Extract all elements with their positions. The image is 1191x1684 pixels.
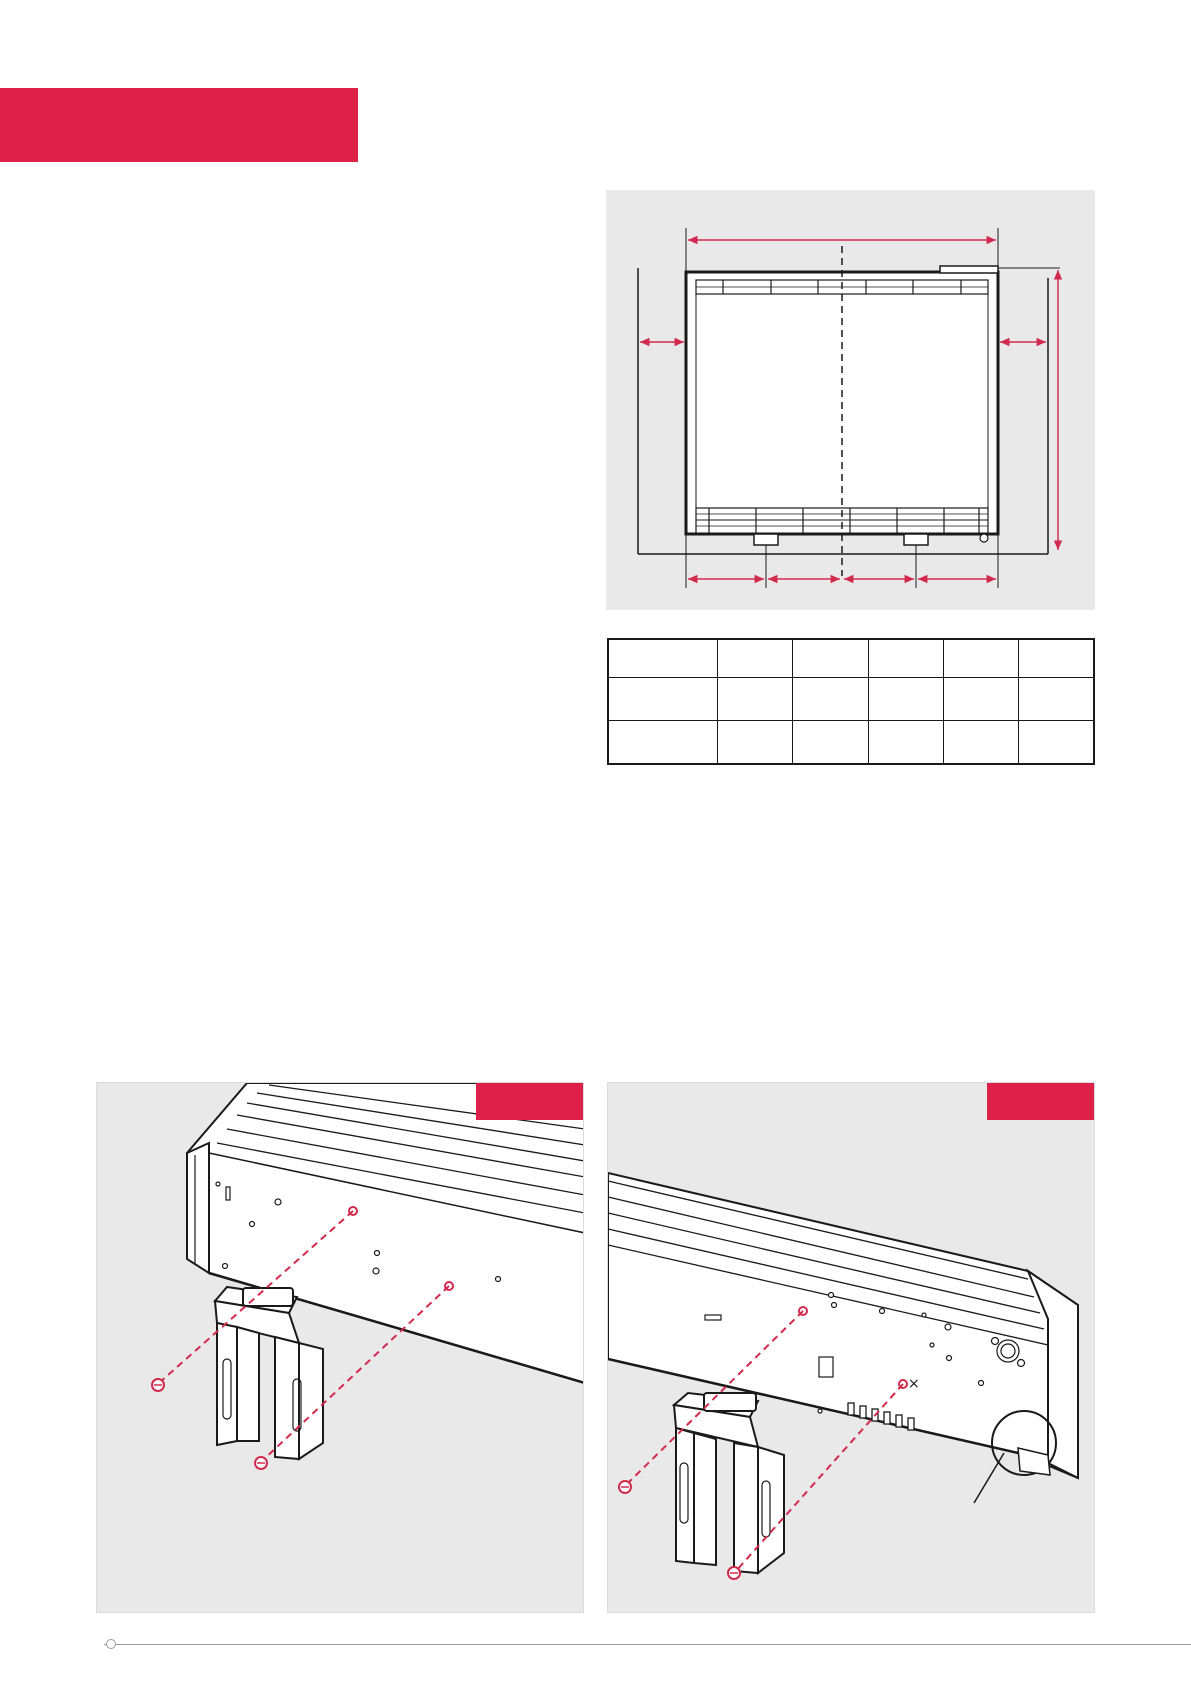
table-cell xyxy=(718,677,793,720)
footer-rule xyxy=(104,1644,1191,1645)
table-cell xyxy=(1019,720,1094,764)
table-cell xyxy=(1019,639,1094,677)
table-cell xyxy=(793,639,868,677)
clearance-diagram xyxy=(606,190,1095,610)
table-cell xyxy=(608,639,718,677)
table-row xyxy=(608,720,1094,764)
table-cell xyxy=(943,720,1018,764)
table-cell xyxy=(608,677,718,720)
table-cell xyxy=(943,639,1018,677)
table-cell xyxy=(718,639,793,677)
table-cell xyxy=(868,677,943,720)
table-cell xyxy=(793,677,868,720)
dimension-table xyxy=(607,638,1095,765)
table-cell xyxy=(1019,677,1094,720)
table-cell xyxy=(793,720,868,764)
figure-right-bracket-install xyxy=(607,1082,1095,1613)
table-cell xyxy=(608,720,718,764)
table-cell xyxy=(943,677,1018,720)
table-cell xyxy=(718,720,793,764)
table-row xyxy=(608,677,1094,720)
figure-tag xyxy=(987,1083,1095,1120)
svg-text:×: × xyxy=(908,1376,920,1392)
heater-front-view-drawing xyxy=(606,190,1095,610)
section-header-band xyxy=(0,88,358,162)
right-bracket-drawing xyxy=(608,1083,1095,1613)
table-cell xyxy=(868,639,943,677)
table-row xyxy=(608,639,1094,677)
figure-tag xyxy=(476,1083,584,1120)
figure-left-bracket-install xyxy=(96,1082,584,1613)
footer-marker-icon xyxy=(106,1639,116,1649)
left-bracket-drawing xyxy=(97,1083,584,1613)
table-cell xyxy=(868,720,943,764)
